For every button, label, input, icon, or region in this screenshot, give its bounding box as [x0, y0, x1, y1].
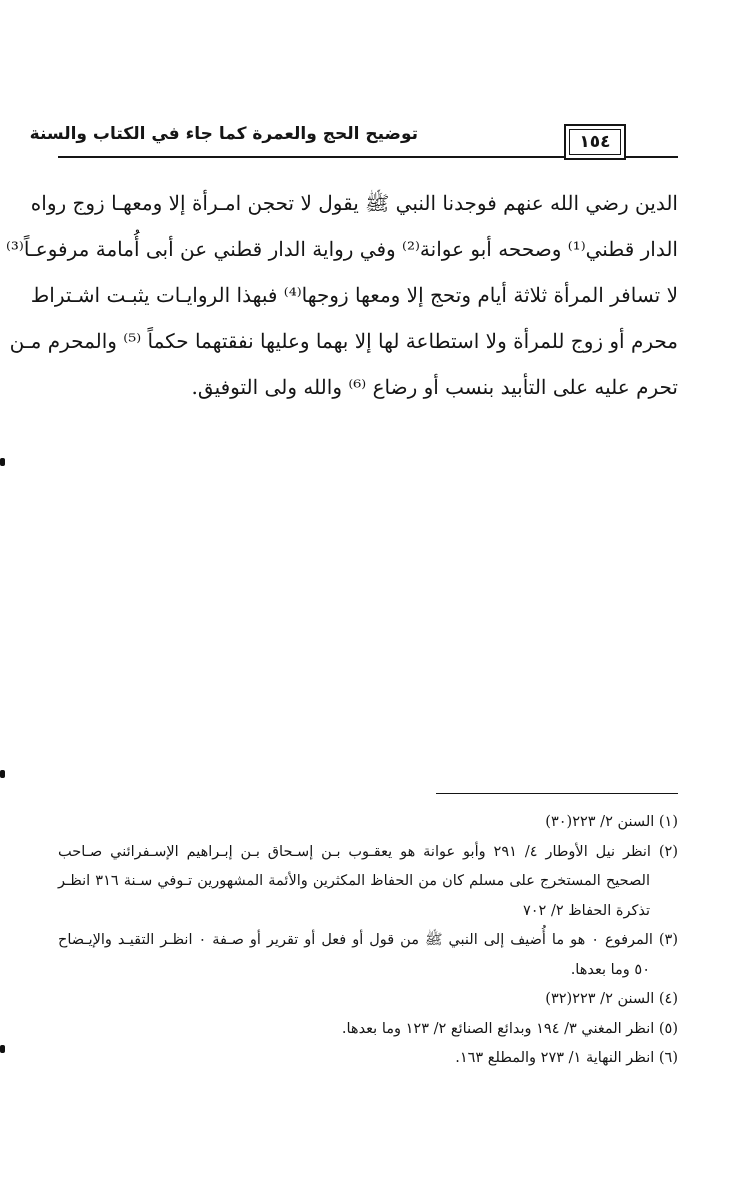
footnote-2: (٢) انظر نيل الأوطار ٤/ ٢٩١ وأبو عوانة هو يعقـوب بـن إسـحاق بـن إبـراهيم الإسـفرائني صـاحب: [58, 843, 678, 860]
footnote-4: (٤) السنن ٢/ ٢٢٣(٣٢): [545, 991, 678, 1007]
scan-margin-mark: [0, 770, 5, 778]
scan-margin-mark: [0, 1045, 5, 1053]
footnote-3: (٣) المرفوع ٠ هو ما أُضيف إلى النبي ﷺ من قول أو فعل أو تقرير أو صـفة ٠ انظـر التقيـد والإيـضاح: [58, 932, 678, 948]
footnote-1: (١) السنن ٢/ ٢٢٣(٣٠): [545, 814, 678, 830]
main-text: [5, 180, 678, 410]
text-line: الدين رضي الله عنهم فوجدنا النبي ﷺ يقول لا تحجن امـرأة إلا ومعهـا زوج رواه: [30, 191, 678, 215]
scan-margin-mark: [0, 458, 5, 466]
footnote-separator: [436, 793, 678, 794]
text-line: تحرم عليه على التأبيد بنسب أو رضاع ⁽⁶⁾ والله ولى التوفيق.: [191, 375, 678, 399]
running-header: [29, 118, 678, 168]
footnote-2-cont: الصحيح المستخرج على مسلم كان من الحفاظ المكثرين والأئمة المشهورين تـوفي سـنة ٣١٦ انظـر: [58, 873, 650, 889]
text-line: لا تسافر المرأة ثلاثة أيام وتحج إلا ومعها زوجها⁽⁴⁾ فبهذا الروايـات يثبـت اشـتراط: [30, 283, 678, 307]
text-line: الدار قطني⁽¹⁾ وصححه أبو عوانة⁽²⁾ وفي رواية الدار قطني عن أبى أُمامة مرفوعـاً⁽³⁾: [5, 237, 678, 261]
page-number: ١٥٤: [569, 129, 621, 155]
footnotes: [58, 808, 678, 1074]
text-line: محرم أو زوج للمرأة ولا استطاعة لها إلا بهما وعليها نفقتهما حكماً ⁽⁵⁾ والمحرم مـن: [9, 329, 678, 353]
footnote-6: (٦) انظر النهاية ١/ ٢٧٣ والمطلع ١٦٣.: [455, 1050, 678, 1066]
footnote-2-cont: تذكرة الحفاظ ٢/ ٧٠٢: [522, 902, 650, 919]
page-number-box: [564, 124, 626, 160]
book-title: توضيح الحج والعمرة كما جاء في الكتاب والسنة: [29, 124, 418, 144]
footnote-3-cont: ٥٠ وما بعدها.: [570, 961, 650, 978]
footnote-5: (٥) انظر المغني ٣/ ١٩٤ وبدائع الصنائع ٢/ ١٢٣ وما بعدها.: [341, 1020, 678, 1037]
